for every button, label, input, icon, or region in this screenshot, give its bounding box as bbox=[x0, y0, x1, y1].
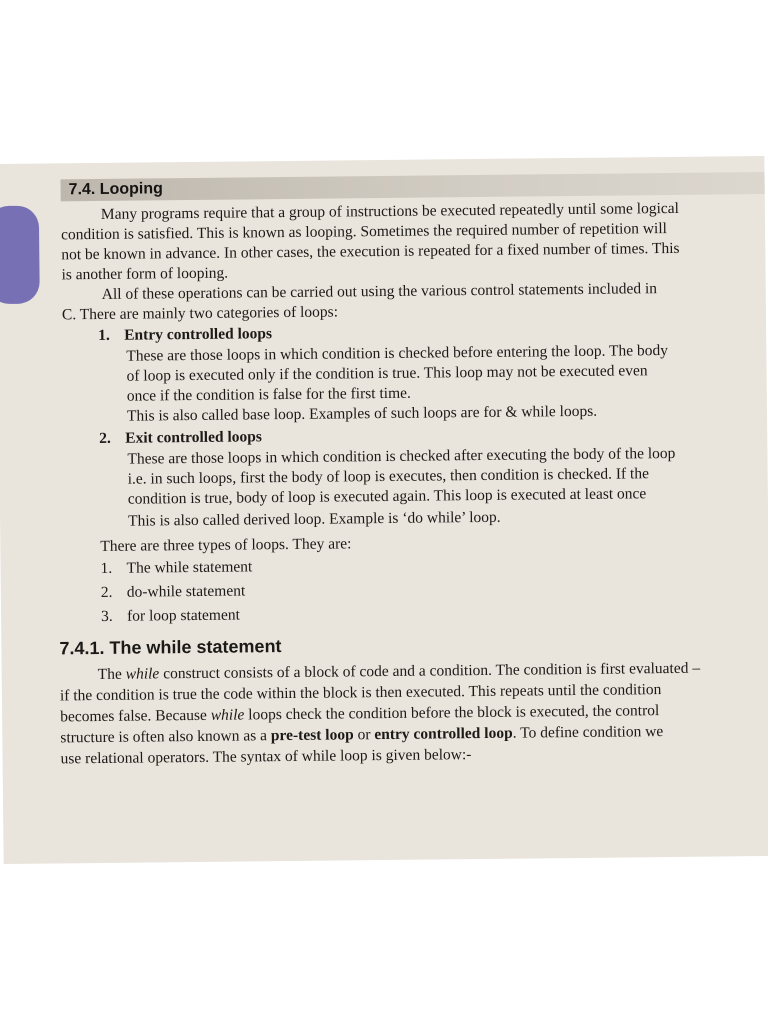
category-1-heading bbox=[98, 324, 272, 346]
book-page bbox=[0, 156, 768, 864]
intro-p2-line-1: All of these operations can be carried out using the various control statements included in bbox=[101, 280, 658, 303]
subsection-line-5: use relational operators. The syntax of while loop is given below:- bbox=[60, 746, 472, 768]
subsection-line-1-a: The bbox=[97, 665, 126, 684]
types-intro: There are three types of loops. They are: bbox=[100, 535, 352, 555]
category-1-line-4: This is also called base loop. Examples of such loops are for & while loops. bbox=[126, 402, 598, 425]
subsection-line-3-c: loops check the condition before the block is executed, the control bbox=[244, 702, 660, 724]
section-header-bar bbox=[61, 172, 768, 202]
category-2-number: 2. bbox=[99, 429, 111, 447]
subsection-line-1-keyword: while bbox=[125, 665, 160, 683]
category-2-heading bbox=[99, 427, 262, 449]
types-item-3-label: for loop statement bbox=[127, 606, 240, 625]
subsection-line-4-bold-2: entry controlled loop bbox=[374, 724, 513, 744]
subsection-line-1-c: construct consists of a block of code and a condition. The condition is first evaluated – bbox=[159, 659, 701, 683]
subsection-line-4-e: . To define condition we bbox=[512, 723, 664, 742]
subsection-line-4-c: or bbox=[353, 726, 375, 744]
subsection-line-3-a: becomes false. Because bbox=[60, 706, 211, 726]
category-2-line-4: This is also called derived loop. Example is ‘do while’ loop. bbox=[128, 508, 501, 530]
subsection-line-3-keyword: while bbox=[210, 706, 245, 724]
category-1-line-3: once if the condition is false for the first time. bbox=[126, 384, 411, 405]
types-item-2 bbox=[101, 581, 246, 603]
subsection-line-2: if the condition is true the code within the block is then executed. This repeats until the condition bbox=[59, 681, 662, 705]
types-item-2-label: do-while statement bbox=[126, 582, 246, 601]
category-2-title: Exit controlled loops bbox=[125, 428, 262, 447]
category-1-title: Entry controlled loops bbox=[124, 325, 273, 344]
page-tab-marker bbox=[0, 206, 40, 305]
intro-p1-line-1: Many programs require that a group of instructions be executed repeatedly until some logical bbox=[100, 199, 680, 223]
intro-p1-line-2: condition is satisfied. This is known as looping. Sometimes the required number of repetition will bbox=[61, 220, 668, 244]
intro-p1-line-3: not be known in advance. In other cases, the execution is repeated for a fixed number of times. This bbox=[61, 239, 680, 264]
types-item-3 bbox=[101, 606, 240, 627]
types-item-3-number: 3. bbox=[101, 607, 113, 625]
category-1-line-1: These are those loops in which condition is checked before entering the loop. The body bbox=[126, 342, 669, 365]
subsection-line-4-bold-1: pre-test loop bbox=[270, 726, 354, 745]
section-title: 7.4. Looping bbox=[68, 180, 163, 199]
subsection-line-4-a: structure is often also known as a bbox=[60, 727, 271, 747]
category-1-number: 1. bbox=[98, 326, 110, 344]
category-2-line-2: i.e. in such loops, first the body of loop is executes, then condition is checked. If the bbox=[127, 465, 650, 488]
types-item-1 bbox=[100, 557, 252, 579]
types-item-1-number: 1. bbox=[100, 559, 113, 577]
intro-p2-line-2: C. There are mainly two categories of loops: bbox=[61, 303, 339, 324]
types-item-1-label: The while statement bbox=[126, 558, 253, 577]
intro-p1-line-4: is another form of looping. bbox=[61, 264, 229, 284]
category-2-line-3: condition is true, body of loop is executed again. This loop is executed at least once bbox=[127, 485, 647, 508]
category-1-line-2: of loop is executed only if the condition is true. This loop may not be executed even bbox=[126, 362, 648, 385]
subsection-title: 7.4.1. The while statement bbox=[59, 636, 282, 659]
types-item-2-number: 2. bbox=[100, 583, 113, 601]
category-2-line-1: These are those loops in which condition is checked after executing the body of the loop bbox=[127, 444, 676, 468]
